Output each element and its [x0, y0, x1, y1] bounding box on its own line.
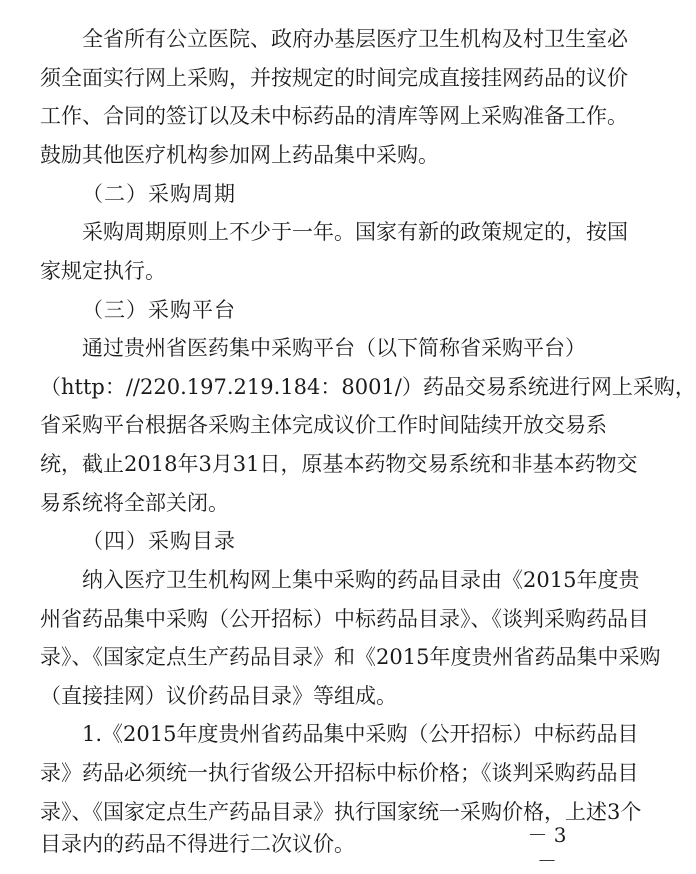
paragraph-2-line-1: 采购周期原则上不少于一年。国家有新的政策规定的，按国 [82, 220, 628, 244]
paragraph-4-line-4: （直接挂网）议价药品目录》等组成。 [40, 684, 397, 708]
paragraph-3-line-5: 易系统将全部关闭。 [40, 491, 229, 515]
paragraph-4-line-2: 州省药品集中采购（公开招标）中标药品目录》、《谈判采购药品目 [40, 607, 649, 631]
paragraph-1-line-2: 须全面实行网上采购，并按规定的时间完成直接挂网药品的议价 [40, 66, 628, 90]
paragraph-5-line-2: 录》药品必须统一执行省级公开招标中标价格；《谈判采购药品目 [40, 761, 639, 785]
paragraph-2-line-2: 家规定执行。 [40, 259, 166, 283]
paragraph-5-line-4: 目录内的药品不得进行二次议价。 [40, 832, 355, 856]
paragraph-5-line-3: 录》、《国家定点生产药品目录》执行国家统一采购价格，上述3个 [40, 800, 642, 824]
paragraph-1-line-3: 工作、合同的签订以及未中标药品的清库等网上采购准备工作。 [40, 104, 628, 128]
paragraph-4-line-3: 录》、《国家定点生产药品目录》和《2015年度贵州省药品集中采购 [40, 645, 661, 669]
paragraph-3-line-3: 省采购平台根据各采购主体完成议价工作时间陆续开放交易系 [40, 413, 607, 437]
page-number: － 3 － [527, 823, 567, 873]
section-heading-4: （四）采购目录 [82, 529, 236, 553]
paragraph-3-line-2: （http：//220.197.219.184：8001/）药品交易系统进行网上采购， [40, 375, 696, 399]
paragraph-1-line-1: 全省所有公立医院、政府办基层医疗卫生机构及村卫生室必 [82, 27, 628, 51]
paragraph-4-line-1: 纳入医疗卫生机构网上集中采购的药品目录由《2015年度贵 [82, 568, 640, 592]
paragraph-3-line-1: 通过贵州省医药集中采购平台（以下简称省采购平台） [82, 336, 586, 360]
section-heading-2: （二）采购周期 [82, 182, 236, 206]
paragraph-3-line-4: 统，截止2018年3月31日，原基本药物交易系统和非基本药物交 [40, 452, 638, 476]
paragraph-5-line-1: 1.《2015年度贵州省药品集中采购（公开招标）中标药品目 [82, 722, 639, 746]
paragraph-1-line-4: 鼓励其他医疗机构参加网上药品集中采购。 [40, 143, 439, 167]
section-heading-3: （三）采购平台 [82, 298, 236, 322]
